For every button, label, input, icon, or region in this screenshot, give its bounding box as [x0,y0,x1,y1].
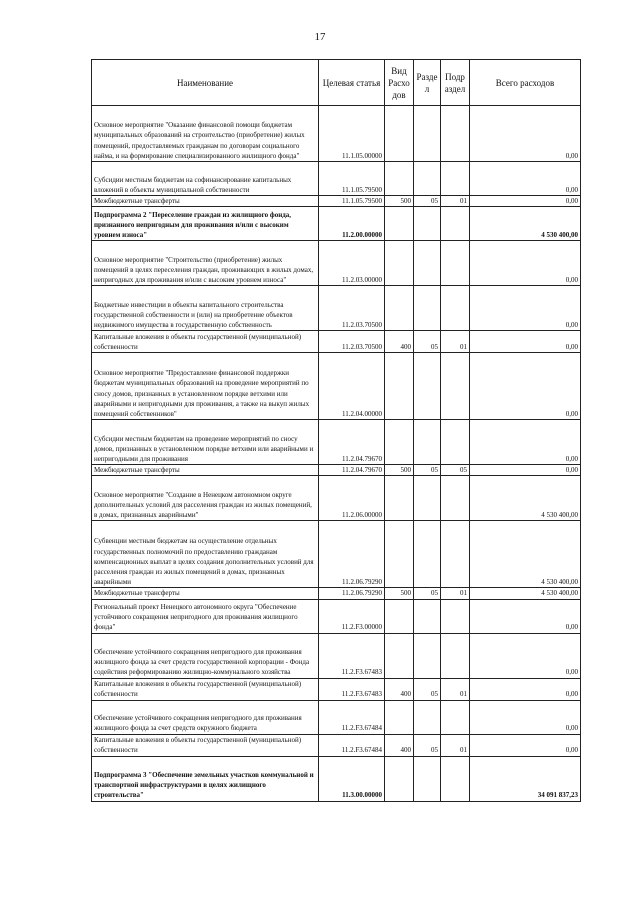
row-name-cell: Капитальные вложения в объекты государственной (муниципальной) собственности [92,678,319,700]
row-expense-type-cell [385,106,414,162]
row-section-cell: 05 [414,331,441,353]
row-name-cell: Субсидии местным бюджетам на софинансирование капитальных вложений в объекты муниципальной собственности [92,162,319,196]
row-subsection-cell [441,162,470,196]
row-name-cell: Межбюджетные трансферты [92,196,319,207]
row-expense-type-cell [385,162,414,196]
row-target-article-cell: 11.1.05.79500 [319,162,385,196]
row-name-cell: Подпрограмма 3 "Обеспечение земельных участков коммунальной и транспортной инфраструктурами в целях жилищного строительства" [92,756,319,801]
table-row [92,353,581,420]
table-row [92,331,581,353]
table-row [92,286,581,331]
row-expense-type-cell [385,633,414,678]
row-total-cell: 0,00 [470,286,581,331]
header-total: Всего расходов [470,60,581,106]
row-expense-type-cell [385,700,414,734]
row-expense-type-cell [385,476,414,521]
table-row [92,207,581,241]
row-subsection-cell [441,756,470,801]
row-total-cell: 0,00 [470,465,581,476]
row-name-cell: Основное мероприятие "Создание в Ненецком автономном округе дополнительных условий для расселения граждан из жилых помещений, в домах, признанных аварийными" [92,476,319,521]
row-section-cell [414,476,441,521]
row-section-cell: 05 [414,588,441,599]
row-expense-type-cell [385,599,414,633]
table-row [92,162,581,196]
row-section-cell: 05 [414,465,441,476]
row-subsection-cell [441,207,470,241]
table-row [92,588,581,599]
table-row [92,599,581,633]
row-total-cell: 4 530 400,00 [470,476,581,521]
row-name-cell: Межбюджетные трансферты [92,465,319,476]
header-expense-type: Вид Расхо дов [385,60,414,106]
row-total-cell: 0,00 [470,700,581,734]
row-name-cell: Основное мероприятие "Строительство (приобретение) жилых помещений в целях переселения граждан, проживающих в жилых домах, непригодных для проживания и/или с высоким уровнем износа" [92,241,319,286]
table-row [92,106,581,162]
row-subsection-cell [441,633,470,678]
row-total-cell: 0,00 [470,106,581,162]
row-target-article-cell: 11.2.F3.67484 [319,734,385,756]
row-expense-type-cell [385,286,414,331]
row-total-cell: 4 530 400,00 [470,588,581,599]
row-name-cell: Субсидии местным бюджетам на проведение мероприятий по сносу домов, признанных в установленном порядке ветхими или аварийными и непригодными для проживания [92,420,319,465]
row-target-article-cell: 11.2.04.79670 [319,465,385,476]
table-row [92,196,581,207]
row-subsection-cell: 01 [441,196,470,207]
row-expense-type-cell: 500 [385,465,414,476]
row-expense-type-cell: 500 [385,196,414,207]
row-target-article-cell: 11.2.00.00000 [319,207,385,241]
row-subsection-cell: 01 [441,678,470,700]
page-number: 17 [314,31,326,43]
row-target-article-cell: 11.2.F3.67483 [319,678,385,700]
row-section-cell [414,106,441,162]
row-expense-type-cell: 400 [385,678,414,700]
row-subsection-cell [441,599,470,633]
row-total-cell: 0,00 [470,599,581,633]
row-expense-type-cell [385,521,414,588]
table-row [92,678,581,700]
row-section-cell [414,756,441,801]
row-target-article-cell: 11.2.03.00000 [319,241,385,286]
row-target-article-cell: 11.1.05.00000 [319,106,385,162]
table-row [92,734,581,756]
row-subsection-cell [441,476,470,521]
row-section-cell [414,599,441,633]
row-total-cell: 0,00 [470,420,581,465]
row-subsection-cell: 05 [441,465,470,476]
row-name-cell: Капитальные вложения в объекты государственной (муниципальной) собственности [92,734,319,756]
expenditure-table [91,59,581,802]
row-subsection-cell [441,106,470,162]
row-section-cell [414,420,441,465]
row-section-cell [414,521,441,588]
row-total-cell: 4 530 400,00 [470,207,581,241]
row-name-cell: Основное мероприятие "Оказание финансовой помощи бюджетам муниципальных образований на строительство (приобретение) жилых помещений, предоставляемых гражданам по договорам социального найма, и на формирование специализированного жилищного фонда" [92,106,319,162]
row-expense-type-cell: 500 [385,588,414,599]
row-section-cell [414,353,441,420]
row-target-article-cell: 11.2.F3.00000 [319,599,385,633]
row-target-article-cell: 11.2.06.00000 [319,476,385,521]
row-total-cell: 0,00 [470,633,581,678]
row-subsection-cell: 01 [441,734,470,756]
row-subsection-cell [441,420,470,465]
row-section-cell [414,162,441,196]
table-row [92,476,581,521]
row-total-cell: 0,00 [470,734,581,756]
header-subsection: Подр аздел [441,60,470,106]
table-row [92,241,581,286]
row-total-cell: 4 530 400,00 [470,521,581,588]
row-name-cell: Обеспечение устойчивого сокращения непригодного для проживания жилищного фонда за счет средств окружного бюджета [92,700,319,734]
row-section-cell [414,633,441,678]
row-name-cell: Основное мероприятие "Предоставление финансовой поддержки бюджетам муниципальных образований на проведение мероприятий по сносу домов, признанных в установленном порядке ветхими или аварийными и непригодными для проживания, а также на выкуп жилых помещений собственников" [92,353,319,420]
table-body [92,106,581,802]
row-section-cell [414,700,441,734]
table-row [92,756,581,801]
row-section-cell [414,207,441,241]
row-total-cell: 0,00 [470,331,581,353]
row-name-cell: Субвенции местным бюджетам на осуществление отдельных государственных полномочий по предоставлению гражданам компенсационных выплат в целях создания дополнительных условий для расселения граждан из жилых помещений в домах, признанных аварийными [92,521,319,588]
row-expense-type-cell [385,756,414,801]
row-name-cell: Обеспечение устойчивого сокращения непригодного для проживания жилищного фонда за счет средств государственной корпорации - Фонда содействия реформированию жилищно-коммунального хозяйства [92,633,319,678]
row-target-article-cell: 11.2.03.70500 [319,331,385,353]
row-total-cell: 0,00 [470,353,581,420]
table-row [92,465,581,476]
row-expense-type-cell: 400 [385,331,414,353]
row-subsection-cell [441,241,470,286]
row-name-cell: Бюджетные инвестиции в объекты капитального строительства государственной собственности и (или) на приобретение объектов недвижимого имущества в государственную собственность [92,286,319,331]
row-section-cell [414,241,441,286]
row-total-cell: 34 091 837,23 [470,756,581,801]
header-target-article: Целевая статья [319,60,385,106]
row-name-cell: Подпрограмма 2 "Переселение граждан из жилищного фонда, признанного непригодным для проживания и/или с высоким уровнем износа" [92,207,319,241]
table-row [92,521,581,588]
header-name: Наименование [92,60,319,106]
row-subsection-cell: 01 [441,331,470,353]
table-header-row [92,60,581,106]
row-section-cell: 05 [414,196,441,207]
row-name-cell: Региональный проект Ненецкого автономного округа "Обеспечение устойчивого сокращения непригодного для проживания жилищного фонда" [92,599,319,633]
row-section-cell: 05 [414,678,441,700]
row-name-cell: Капитальные вложения в объекты государственной (муниципальной) собственности [92,331,319,353]
row-subsection-cell [441,521,470,588]
row-expense-type-cell [385,420,414,465]
row-name-cell: Межбюджетные трансферты [92,588,319,599]
row-target-article-cell: 11.3.00.00000 [319,756,385,801]
row-target-article-cell: 11.2.06.79290 [319,588,385,599]
row-subsection-cell [441,700,470,734]
row-section-cell: 05 [414,734,441,756]
row-target-article-cell: 11.2.F3.67484 [319,700,385,734]
row-subsection-cell [441,286,470,331]
row-total-cell: 0,00 [470,162,581,196]
row-subsection-cell: 01 [441,588,470,599]
row-target-article-cell: 11.2.06.79290 [319,521,385,588]
row-expense-type-cell [385,241,414,286]
row-total-cell: 0,00 [470,196,581,207]
table-row [92,700,581,734]
row-target-article-cell: 11.2.F3.67483 [319,633,385,678]
row-total-cell: 0,00 [470,678,581,700]
row-target-article-cell: 11.2.04.79670 [319,420,385,465]
row-expense-type-cell [385,207,414,241]
row-section-cell [414,286,441,331]
row-total-cell: 0,00 [470,241,581,286]
row-expense-type-cell: 400 [385,734,414,756]
row-target-article-cell: 11.2.03.70500 [319,286,385,331]
row-target-article-cell: 11.2.04.00000 [319,353,385,420]
row-expense-type-cell [385,353,414,420]
header-section: Разде л [414,60,441,106]
table-row [92,633,581,678]
row-subsection-cell [441,353,470,420]
table-row [92,420,581,465]
row-target-article-cell: 11.1.05.79500 [319,196,385,207]
